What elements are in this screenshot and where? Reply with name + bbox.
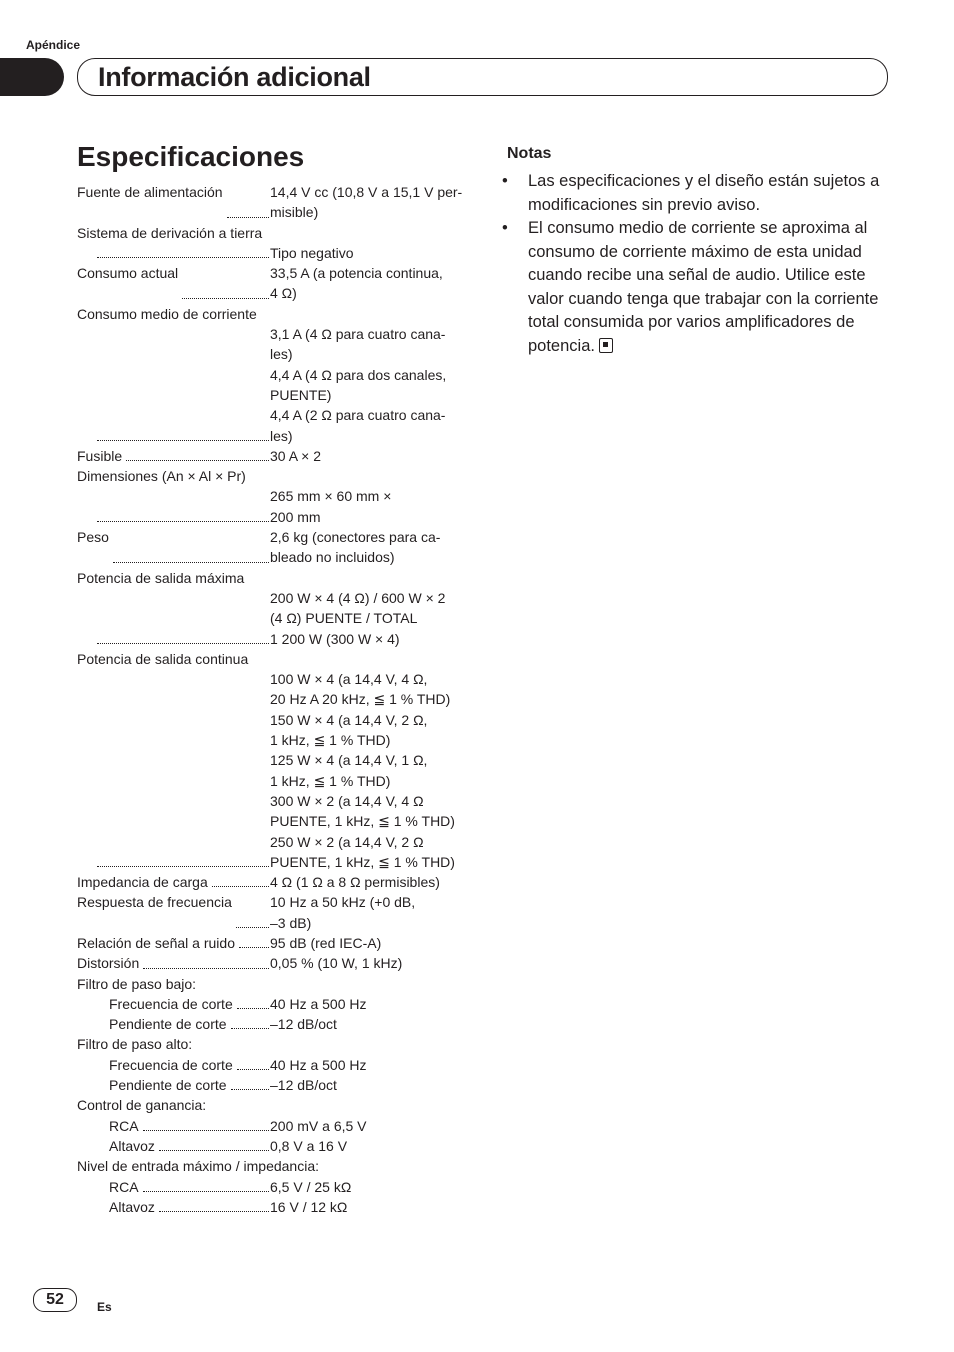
notes-section: [502, 144, 892, 358]
language-code: Es: [97, 1300, 112, 1314]
dot-leader: [143, 1130, 269, 1131]
dot-leader: [159, 1211, 269, 1212]
spec-label: [77, 1075, 270, 1095]
dot-leader: [143, 1191, 269, 1192]
page-title: Especificaciones: [77, 141, 305, 172]
spec-group-heading: Potencia de salida continua: [77, 650, 249, 667]
spec-label-text: Impedancia de carga: [77, 874, 208, 891]
dot-leader: [97, 440, 269, 441]
spec-label-text: Consumo actual: [77, 265, 179, 282]
spec-label-text: Frecuencia de corte: [109, 1056, 233, 1073]
page-number: 52: [33, 1288, 77, 1312]
dot-leader: [212, 886, 269, 887]
spec-value: –12 dB/oct: [270, 1016, 337, 1033]
spec-row: [77, 263, 477, 304]
spec-row: [77, 892, 477, 933]
spec-row: [77, 1136, 477, 1156]
spec-group-heading: Filtro de paso alto:: [77, 1036, 193, 1053]
spec-row: [77, 182, 477, 223]
spec-label: [77, 953, 270, 973]
dot-leader: [237, 1008, 269, 1009]
notes-title: Notas: [507, 145, 552, 162]
spec-label: [77, 182, 270, 223]
spec-label: [77, 446, 270, 466]
spec-row: [77, 872, 477, 892]
spec-value: 40 Hz a 500 Hz: [270, 1056, 367, 1073]
dot-leader: [143, 968, 269, 969]
spec-value: 200 W × 4 (4 Ω) / 600 W × 2 (4 Ω) PUENTE / TOTAL 1 200 W (300 W × 4): [270, 589, 446, 647]
spec-row: [77, 933, 477, 953]
note-item: [502, 217, 892, 358]
spec-value: 95 dB (red IEC-A): [270, 934, 382, 951]
appendix-label: Apéndice: [26, 38, 81, 52]
spec-row: [77, 446, 477, 466]
spec-label-text: Relación de señal a ruido: [77, 934, 235, 951]
spec-group-heading: Nivel de entrada máximo / impedancia:: [77, 1158, 320, 1175]
spec-label: [77, 892, 270, 933]
spec-row: [77, 324, 477, 446]
spec-label: [77, 1116, 270, 1136]
spec-row: [77, 669, 477, 872]
spec-label-text: Pendiente de corte: [109, 1077, 227, 1094]
spec-group-heading: Consumo medio de corriente: [77, 305, 257, 322]
section-header: [77, 58, 888, 96]
dot-leader: [97, 643, 269, 644]
spec-label-text: Fuente de alimentación: [77, 184, 223, 200]
spec-label-text: Frecuencia de corte: [109, 995, 233, 1012]
spec-row: [77, 994, 477, 1014]
spec-group-heading: Sistema de derivación a tierra: [77, 224, 263, 241]
dot-leader: [237, 1069, 269, 1070]
spec-group-heading: Potencia de salida máxima: [77, 569, 245, 586]
dot-leader: [97, 257, 269, 258]
dot-leader: [126, 460, 269, 461]
specifications-list: [77, 182, 477, 1217]
spec-row: [77, 1075, 477, 1095]
spec-group-heading: Filtro de paso bajo:: [77, 975, 197, 992]
notes-list: [502, 170, 892, 358]
dot-leader: [231, 1089, 269, 1090]
spec-value: 0,05 % (10 W, 1 kHz): [270, 955, 403, 972]
spec-label-text: RCA: [109, 1117, 139, 1134]
spec-label: [77, 994, 270, 1014]
end-of-section-icon: [599, 338, 613, 353]
spec-label: [77, 1177, 270, 1197]
bullet-icon: •: [502, 172, 508, 190]
spec-group-heading: Dimensiones (An × Al × Pr): [77, 468, 246, 485]
spec-row: [77, 1014, 477, 1034]
bullet-icon: •: [502, 219, 508, 237]
spec-label: [77, 933, 270, 953]
spec-value: 0,8 V a 16 V: [270, 1137, 348, 1154]
spec-value: 30 A × 2: [270, 447, 321, 464]
section-tab-marker: [0, 58, 64, 96]
spec-label: [77, 1055, 270, 1075]
spec-row: [77, 588, 477, 649]
dot-leader: [182, 298, 269, 299]
spec-value: 14,4 V cc (10,8 V a 15,1 V per- misible): [270, 184, 463, 221]
spec-group-heading: Control de ganancia:: [77, 1097, 207, 1114]
spec-value: 40 Hz a 500 Hz: [270, 995, 367, 1012]
spec-label-text: RCA: [109, 1178, 139, 1195]
spec-row: [77, 1177, 477, 1197]
dot-leader: [97, 521, 269, 522]
spec-value: 16 V / 12 kΩ: [270, 1198, 348, 1215]
spec-row: [77, 953, 477, 973]
spec-label: [77, 243, 270, 263]
spec-label: [77, 486, 270, 527]
dot-leader: [113, 562, 269, 563]
spec-label-text: Peso: [77, 529, 109, 546]
spec-row: [77, 1116, 477, 1136]
spec-label: [77, 1014, 270, 1034]
spec-value: 3,1 A (4 Ω para cuatro cana- les) 4,4 A (4 Ω para dos canales, PUENTE) 4,4 A (2 Ω para cuatro cana- les): [270, 326, 447, 444]
spec-label-text: Distorsión: [77, 955, 140, 972]
section-title: Información adicional: [98, 62, 371, 92]
dot-leader: [236, 927, 269, 928]
spec-label: [77, 527, 270, 568]
spec-value: 33,5 A (a potencia continua, 4 Ω): [270, 265, 443, 302]
spec-row: [77, 243, 477, 263]
spec-row: [77, 1055, 477, 1075]
spec-label: [77, 263, 270, 304]
spec-label-text: Pendiente de corte: [109, 1016, 227, 1033]
spec-label-text: Respuesta de frecuencia: [77, 894, 232, 911]
spec-value: 265 mm × 60 mm × 200 mm: [270, 488, 392, 525]
spec-value: 6,5 V / 25 kΩ: [270, 1178, 352, 1195]
dot-leader: [231, 1028, 269, 1029]
dot-leader: [227, 217, 269, 218]
spec-label: [77, 872, 270, 892]
spec-label: [77, 324, 270, 446]
spec-label: [77, 1197, 270, 1217]
spec-value: 2,6 kg (conectores para ca- bleado no incluidos): [270, 529, 441, 566]
spec-label: [77, 588, 270, 649]
spec-label-text: Fusible: [77, 447, 123, 464]
spec-value: 10 Hz a 50 kHz (+0 dB, –3 dB): [270, 894, 416, 931]
spec-value: 200 mV a 6,5 V: [270, 1117, 367, 1134]
dot-leader: [97, 866, 269, 867]
spec-row: [77, 486, 477, 527]
spec-label: [77, 1136, 270, 1156]
spec-value: Tipo negativo: [270, 244, 354, 261]
note-item: [502, 170, 892, 217]
spec-value: 100 W × 4 (a 14,4 V, 4 Ω, 20 Hz A 20 kHz, ≦ 1 % THD) 150 W × 4 (a 14,4 V, 2 Ω, 1 kHz, ≦ 1 % THD) 125 W × 4 (a 14,4 V, 1 Ω, 1 kHz, ≦ 1 % THD) 300 W × 2 (a 14,4 V, 4 Ω PUENTE, 1 kHz, ≦ 1 % THD) 250 W × 2 (a 14,4 V, 2 Ω PUENTE, 1 kHz, ≦ 1 % THD): [270, 671, 455, 870]
note-text: El consumo medio de corriente se aproxima al consumo de corriente máximo de esta unidad cuando recibe una señal de audio. Utilice este valor cuando tenga que trabajar con la corriente total consumida por varios amplificadores de potencia.: [528, 219, 879, 355]
spec-row: [77, 1197, 477, 1217]
spec-label: [77, 669, 270, 872]
dot-leader: [239, 947, 269, 948]
spec-value: 4 Ω (1 Ω a 8 Ω permisibles): [270, 874, 440, 891]
spec-label-text: Altavoz: [109, 1198, 155, 1215]
dot-leader: [159, 1150, 269, 1151]
spec-row: [77, 527, 477, 568]
spec-value: –12 dB/oct: [270, 1077, 337, 1094]
spec-label-text: Altavoz: [109, 1137, 155, 1154]
note-text: Las especificaciones y el diseño están sujetos a modificaciones sin previo aviso.: [528, 172, 880, 214]
